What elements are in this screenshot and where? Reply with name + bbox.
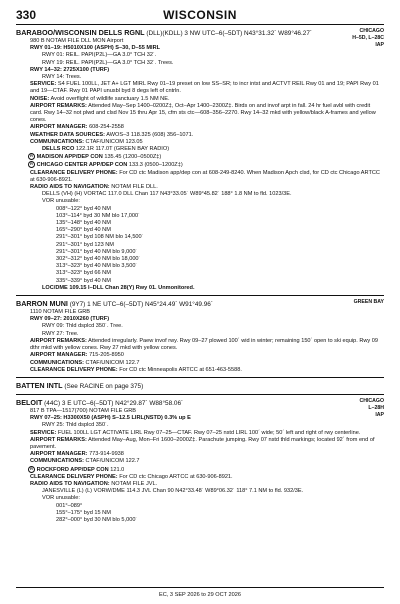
vor-unusable-item: 282°–000° byd 30 NM blo 5,000´ [56, 516, 138, 523]
airport-remarks: AIRPORT REMARKS: Attended May–Sep 1400–0200Z‡, Oct–Apr 1400–2300Z‡. Birds on and invof arpt in fall. 24 hr fuel avbl with credit card. Rwy 14–32 not plwd and clsd Nov 15 thru Apr 15, cfm sts ctc—608–356–2270. Rwy 14–32 mkd with yellow/black A-frames and yellow cones. [30, 102, 376, 124]
runway-07-25: RWY 07–25: H3300X50 (ASPH) S–12.5 LIRL(NSTD) 0.3% up E [30, 415, 191, 422]
runway-19-detail: RWY 19: REIL. PAPI(P2L)—GA 3.0° TCH 32´. Trees. [42, 59, 174, 66]
side-chart-chicago: CHICAGO [359, 397, 384, 404]
airport-entry-baraboo [16, 28, 384, 292]
dells-rco: DELLS RCO 122.1R 117.0T (GREEN BAY RADIO) [42, 146, 170, 153]
runway-01-detail: RWY 01: REIL. PAPI(P2L)—GA 3.0° TCH 32´. [42, 52, 157, 59]
entry-divider [16, 295, 384, 296]
runway-27-detail: RWY 27: Tree. [42, 330, 79, 337]
vor-unusable-label: VOR unusable: [42, 495, 80, 502]
airport-name: BATTEN INTL [16, 380, 63, 390]
cross-reference: (See RACINE on page 375) [64, 382, 144, 390]
elevation-line: 817 B TPA—1517(700) NOTAM FILE GRB [30, 407, 137, 414]
airport-remarks: AIRPORT REMARKS: Attended May–Aug, Mon–Fri 1600–2000Z‡. Parachute jumping. Rwy 07 nstd thld markings; located 92´ from end of pavement. [30, 436, 375, 450]
airport-id-line: (DLL)(KDLL) 3 NW UTC–6(–5DT) N43°31.32´ W89°46.27´ [146, 30, 313, 37]
runway-14-32: RWY 14–32: 2725X100 (TURF) [30, 66, 110, 73]
vor-unusable-item: 155°–175° byd 15 NM [56, 509, 111, 516]
header-rule [16, 24, 384, 25]
airport-manager: AIRPORT MANAGER: 608-254-2558 [30, 124, 124, 131]
vor-unusable-item: 291°–301° byd 108 NM blo 14,500´ [56, 234, 144, 241]
airport-entry-batten [16, 381, 384, 391]
vor-unusable-item: 135°–148° byd 40 NM [56, 220, 111, 227]
weather-data: WEATHER DATA SOURCES: AWOS–3 118.325 (608) 356–1071. [30, 131, 194, 138]
vor-unusable-item: 291°–301° byd 123 NM [56, 241, 114, 248]
airport-name: BELOIT [16, 397, 43, 407]
entry-divider [16, 377, 384, 378]
runway-01-19: RWY 01–19: H5010X100 (ASPH) S–30, D–55 MIRL [30, 45, 161, 52]
radar-circle-icon: R [28, 466, 35, 473]
airport-entry-beloit [16, 398, 384, 524]
vor-unusable-item: 302°–312° byd 40 NM blo 18,000´ [56, 256, 141, 263]
airport-manager: AIRPORT MANAGER: 715-205-8950 [30, 352, 124, 359]
side-iap: IAP [375, 42, 384, 48]
vortac-line: DELLS (VH) (H) VORTAC 117.0 DLL Chan 117 N43°33.05´ W89°45.82´ 188° 1.8 NM to fld. 1023/3E. [42, 191, 292, 198]
clearance-delivery: CLEARANCE DELIVERY PHONE: For CD ctc Chicago ARTCC at 630-906-8921. [30, 473, 233, 480]
vor-unusable-item: 165°–290° byd 40 NM [56, 227, 111, 234]
side-iap: IAP [375, 411, 384, 418]
vor-unusable-item: 313°–323° byd 66 NM [56, 270, 111, 277]
vor-unusable-item: 001°–089° [56, 502, 83, 509]
airport-name: BARRON MUNI [16, 299, 68, 309]
radio-aids: RADIO AIDS TO NAVIGATION: NOTAM FILE JVL. [30, 480, 158, 487]
vor-dme-line: JANESVILLE (L) (L) VORW/DME 114.3 JVL Chan 90 N42°33.48´ W89°06.32´ 118° 7.1 NM to fld. 932/3E. [42, 488, 304, 495]
airport-remarks: AIRPORT REMARKS: Attended irregularly. Paew invof rwy. Rwy 09–27 plowed 100´ wid in winter; remaining 150´ open to ski equip. Rwy 09 dthr mkd with yellow cones. Rwy 27 mkd with yellow cones. [30, 337, 379, 352]
airport-id-line: (9Y7) 1 NE UTC–6(–5DT) N45°24.49´ W91°49.96´ [69, 301, 213, 309]
entry-divider [16, 394, 384, 395]
page-header [16, 6, 384, 26]
communications: COMMUNICATIONS: CTAF/UNICOM 122.7 [30, 458, 140, 465]
loc-dme-line: LOC/DME 109.15 I–DLL Chan 28(Y) Rwy 01. Unmonitored. [42, 284, 195, 291]
side-chart-green-bay: GREEN BAY [353, 299, 384, 306]
side-chart-codes: H–5D, L–28C [352, 35, 384, 41]
state-title: WISCONSIN [163, 8, 237, 22]
side-chart-codes: L–28H [368, 404, 384, 411]
runway-25-detail: RWY 25: Thld dsplcd 350´. [42, 422, 109, 429]
airport-name: BARABOO/WISCONSIN DELLS RGNL [16, 28, 145, 37]
rockford-app-dep: R ROCKFORD APP/DEP CON 121.0 [16, 466, 384, 474]
footer-rule [16, 587, 384, 588]
service-section: SERVICE: FUEL 100LL LGT ACTIVATE LIRL Rwy 07–25—CTAF. Rwy 07–25 nstd LIRL 100´ wide; 50´ left and right of rwy centerline. [30, 429, 361, 436]
page-number: 330 [16, 8, 37, 22]
vor-unusable-item: 313°–323° byd 40 NM blo 3,500´ [56, 263, 138, 270]
clearance-delivery: CLEARANCE DELIVERY PHONE: For CD ctc Madison app/dep con at 608-249-8240. When Madison Apch clsd, for CD ctc Chicago ARTCC at 630-906-8921. [30, 169, 380, 183]
radar-circle-icon: R [28, 153, 35, 160]
airport-entries [16, 28, 384, 524]
airport-entry-barron [16, 299, 384, 374]
runway-09-detail: RWY 09: Thld dsplcd 350´. Tree. [42, 323, 123, 330]
noise-section: NOISE: Avoid overflight of wildlife sanctuary 1.5 NM NE. [30, 95, 170, 102]
madison-app-dep: R MADISON APP/DEP CON 135.45 (1200–0500Z‡) [16, 153, 384, 161]
side-chart-chicago: CHICAGO [359, 28, 384, 34]
radio-aids: RADIO AIDS TO NAVIGATION: NOTAM FILE DLL. [30, 184, 158, 191]
vor-unusable-item: 008°–122° byd 40 NM [56, 205, 111, 212]
vor-unusable-item: 291°–301° byd 40 NM blo 9,000´ [56, 248, 138, 255]
runway-14-detail: RWY 14: Trees. [42, 74, 82, 81]
communications: COMMUNICATIONS: CTAF/UNICOM 122.7 [30, 359, 140, 366]
chicago-center-app-dep: R CHICAGO CENTER APP/DEP CON 133.3 (0500–1200Z‡) [16, 161, 384, 169]
vor-unusable-label: VOR unusable: [42, 198, 80, 205]
communications: COMMUNICATIONS: CTAF/UNICOM 123.05 [30, 138, 143, 145]
airport-manager: AIRPORT MANAGER: 773-914-9938 [30, 451, 124, 458]
runway-09-27: RWY 09–27: 2010X260 (TURF) [30, 316, 110, 323]
airport-id-line: (44C) 3 E UTC–6(–5DT) N42°29.87´ W88°58.06´ [44, 399, 184, 407]
vor-unusable-item: 103°–114° byd 30 NM blo 17,000´ [56, 212, 140, 219]
elevation-line: 1110 NOTAM FILE GRB [30, 309, 90, 316]
clearance-delivery: CLEARANCE DELIVERY PHONE: For CD ctc Minneapolis ARTCC at 651-463-5588. [30, 366, 242, 373]
footer-effective-dates: EC, 3 SEP 2026 to 29 OCT 2026 [159, 592, 241, 598]
elevation-line: 980 B NOTAM FILE DLL MON Airport [30, 38, 124, 44]
service-section: SERVICE: S4 FUEL 100LL, JET A+ LGT MIRL Rwy 01–19 preset on low SS–SR; to incr intst and ACTVT REIL Rwy 01 and 19; PAPI Rwy 01 and 19—CTAF. Rwy 01 PAPI unusbl byd 8 degs left of cntrln. [30, 81, 379, 95]
radar-circle-icon: R [28, 161, 35, 168]
vor-unusable-item: 335°–339° byd 40 NM [56, 277, 111, 284]
